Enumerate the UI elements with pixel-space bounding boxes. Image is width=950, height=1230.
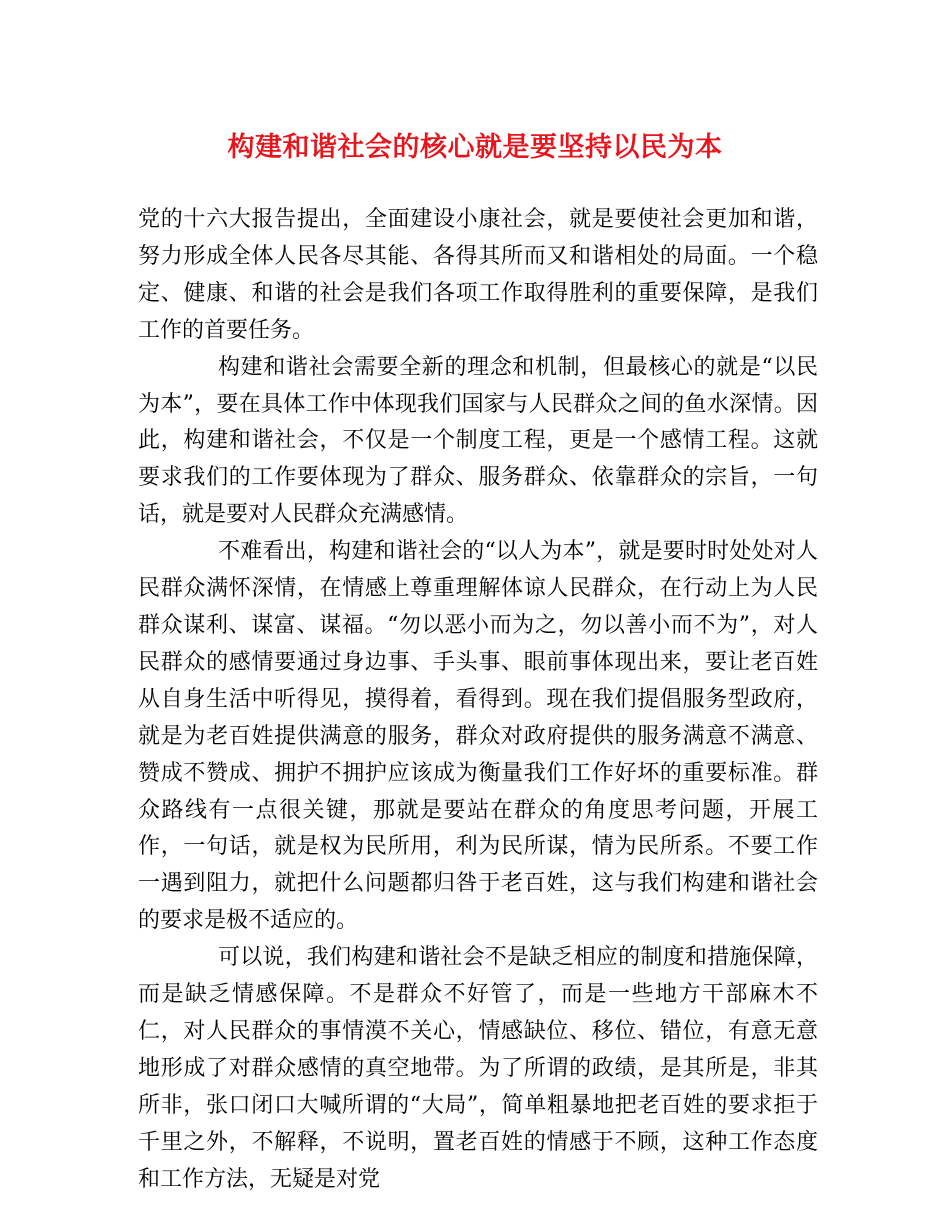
- paragraph-2: 构建和谐社会需要全新的理念和机制，但最核心的就是“以民为本”，要在具体工作中体现我们国家与人民群众之间的鱼水深情。因此，构建和谐社会，不仅是一个制度工程，更是一个感情工程。这就要求我们的工作要体现为了群众、服务群众、依靠群众的宗旨，一句话，就是要对人民群众充满感情。: [138, 354, 818, 528]
- document-title: 构建和谐社会的核心就是要坚持以民为本: [227, 132, 723, 163]
- paragraph-3: 不难看出，构建和谐社会的“以人为本”，就是要时时处处对人民群众满怀深情，在情感上尊重理解体谅人民群众，在行动上为人民群众谋利、谋富、谋福。“勿以恶小而为之，勿以善小而不为”，对人民群众的感情要通过身边事、手头事、眼前事体现出来，要让老百姓从自身生活中听得见，摸得着，看得到。现在我们提倡服务型政府，就是为老百姓提供满意的服务，群众对政府提供的服务满意不满意、赞成不赞成、拥护不拥护应该成为衡量我们工作好坏的重要标准。群众路线有一点很关键，那就是要站在群众的角度思考问题，开展工作，一句话，就是权为民所用，利为民所谋，情为民所系。不要工作一遇到阻力，就把什么问题都归咎于老百姓，这与我们构建和谐社会的要求是极不适应的。: [138, 539, 818, 934]
- paragraph-1: 党的十六大报告提出，全面建设小康社会，就是要使社会更加和谐，努力形成全体人民各尽其能、各得其所而又和谐相处的局面。一个稳定、健康、和谐的社会是我们各项工作取得胜利的重要保障，是我们工作的首要任务。: [138, 207, 818, 343]
- paragraph-4: 可以说，我们构建和谐社会不是缺乏相应的制度和措施保障，而是缺乏情感保障。不是群众不好管了，而是一些地方干部麻木不仁，对人民群众的事情漠不关心，情感缺位、移位、错位，有意无意地形成了对群众感情的真空地带。为了所谓的政绩，是其所是，非其所非，张口闭口大喊所谓的“大局”，简单粗暴地把老百姓的要求拒于千里之外，不解释，不说明，置老百姓的情感于不顾，这种工作态度和工作方法，无疑是对党: [138, 945, 818, 1192]
- document-body: [138, 202, 818, 1198]
